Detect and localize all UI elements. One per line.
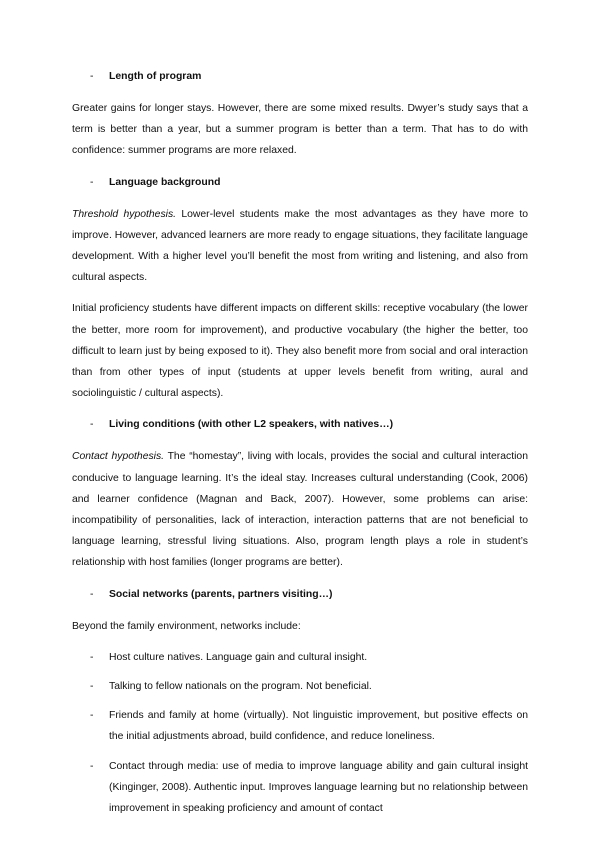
list-item bbox=[72, 705, 528, 747]
heading-language-background bbox=[72, 172, 528, 193]
heading-text: Living conditions (with other L2 speakers, with natives…) bbox=[109, 419, 394, 431]
bullet-dash: - bbox=[90, 71, 94, 82]
paragraph-contact bbox=[72, 446, 528, 573]
heading-social-networks bbox=[72, 584, 528, 605]
bullet-dash: - bbox=[90, 651, 94, 663]
list-item-text: Friends and family at home (virtually). Not linguistic improvement, but positive effects on the initial adjustments abroad, build confidence, and reduce loneliness. bbox=[109, 710, 528, 743]
bullet-dash: - bbox=[90, 681, 94, 693]
paragraph-length: Greater gains for longer stays. However, there are some mixed results. Dwyer’s study says that a term is better than a year, but a summer program is better than a term. That has to do with confidence: summer programs are more relaxed. bbox=[72, 103, 528, 157]
paragraph-text: Lower-level students make the most advantages as they have more to improve. However, advanced learners are more ready to engage situations, they facilitate language development. With a higher level you’ll benefit the most from writing and listening, and also from cultural aspects. bbox=[72, 208, 529, 284]
paragraph-initial-proficiency: Initial proficiency students have different impacts on different skills: receptive vocabulary (the lower the better, more room for improvement), and productive vocabulary (the higher the better, too difficult to learn just by being exposed to it). They also benefit more from social and oral interaction than from other types of input (students at upper levels benefit from writing, aural and sociolinguistic / cultural aspects). bbox=[72, 303, 528, 400]
term-contact-hypothesis: Contact hypothesis. bbox=[72, 451, 165, 463]
list-item-text: Talking to fellow nationals on the program. Not beneficial. bbox=[109, 681, 372, 693]
bullet-dash: - bbox=[90, 419, 94, 431]
list-item-text: Host culture natives. Language gain and cultural insight. bbox=[109, 651, 368, 663]
paragraph-text: The “homestay”, living with locals, provides the social and cultural interaction conducive to language learning. It’s the ideal stay. Increases cultural understanding (Cook, 2006) and learner confidence (Magnan and Back, 2007). However, some problems can arise: incompatibility of personalities, lack of interaction, interaction patterns that are not beneficial to language learning, stressful living situations. Also, program length plays a role in student’s relationship with host families (longer programs are better). bbox=[72, 451, 528, 569]
list-item bbox=[72, 647, 528, 668]
heading-living-conditions bbox=[72, 414, 528, 435]
list-item-text: Contact through media: use of media to improve language ability and gain cultural insight (Kinginger, 2008). Authentic input. Improves language learning but no relationship between improvement in speaking proficiency and amount of contact bbox=[109, 760, 528, 815]
bullet-dash: - bbox=[90, 710, 94, 722]
term-threshold-hypothesis: Threshold hypothesis. bbox=[72, 208, 177, 220]
bullet-dash: - bbox=[90, 176, 94, 188]
heading-text: Length of program bbox=[109, 71, 202, 82]
paragraph-networks-intro: Beyond the family environment, networks include: bbox=[72, 620, 301, 632]
list-item bbox=[72, 676, 528, 697]
heading-text: Social networks (parents, partners visiting…) bbox=[109, 588, 333, 600]
heading-text: Language background bbox=[109, 176, 221, 188]
list-item bbox=[72, 756, 528, 820]
bullet-dash: - bbox=[90, 760, 94, 772]
heading-length-of-program bbox=[72, 66, 528, 87]
paragraph-threshold bbox=[72, 204, 528, 289]
networks-list bbox=[72, 647, 528, 819]
bullet-dash: - bbox=[90, 588, 94, 600]
